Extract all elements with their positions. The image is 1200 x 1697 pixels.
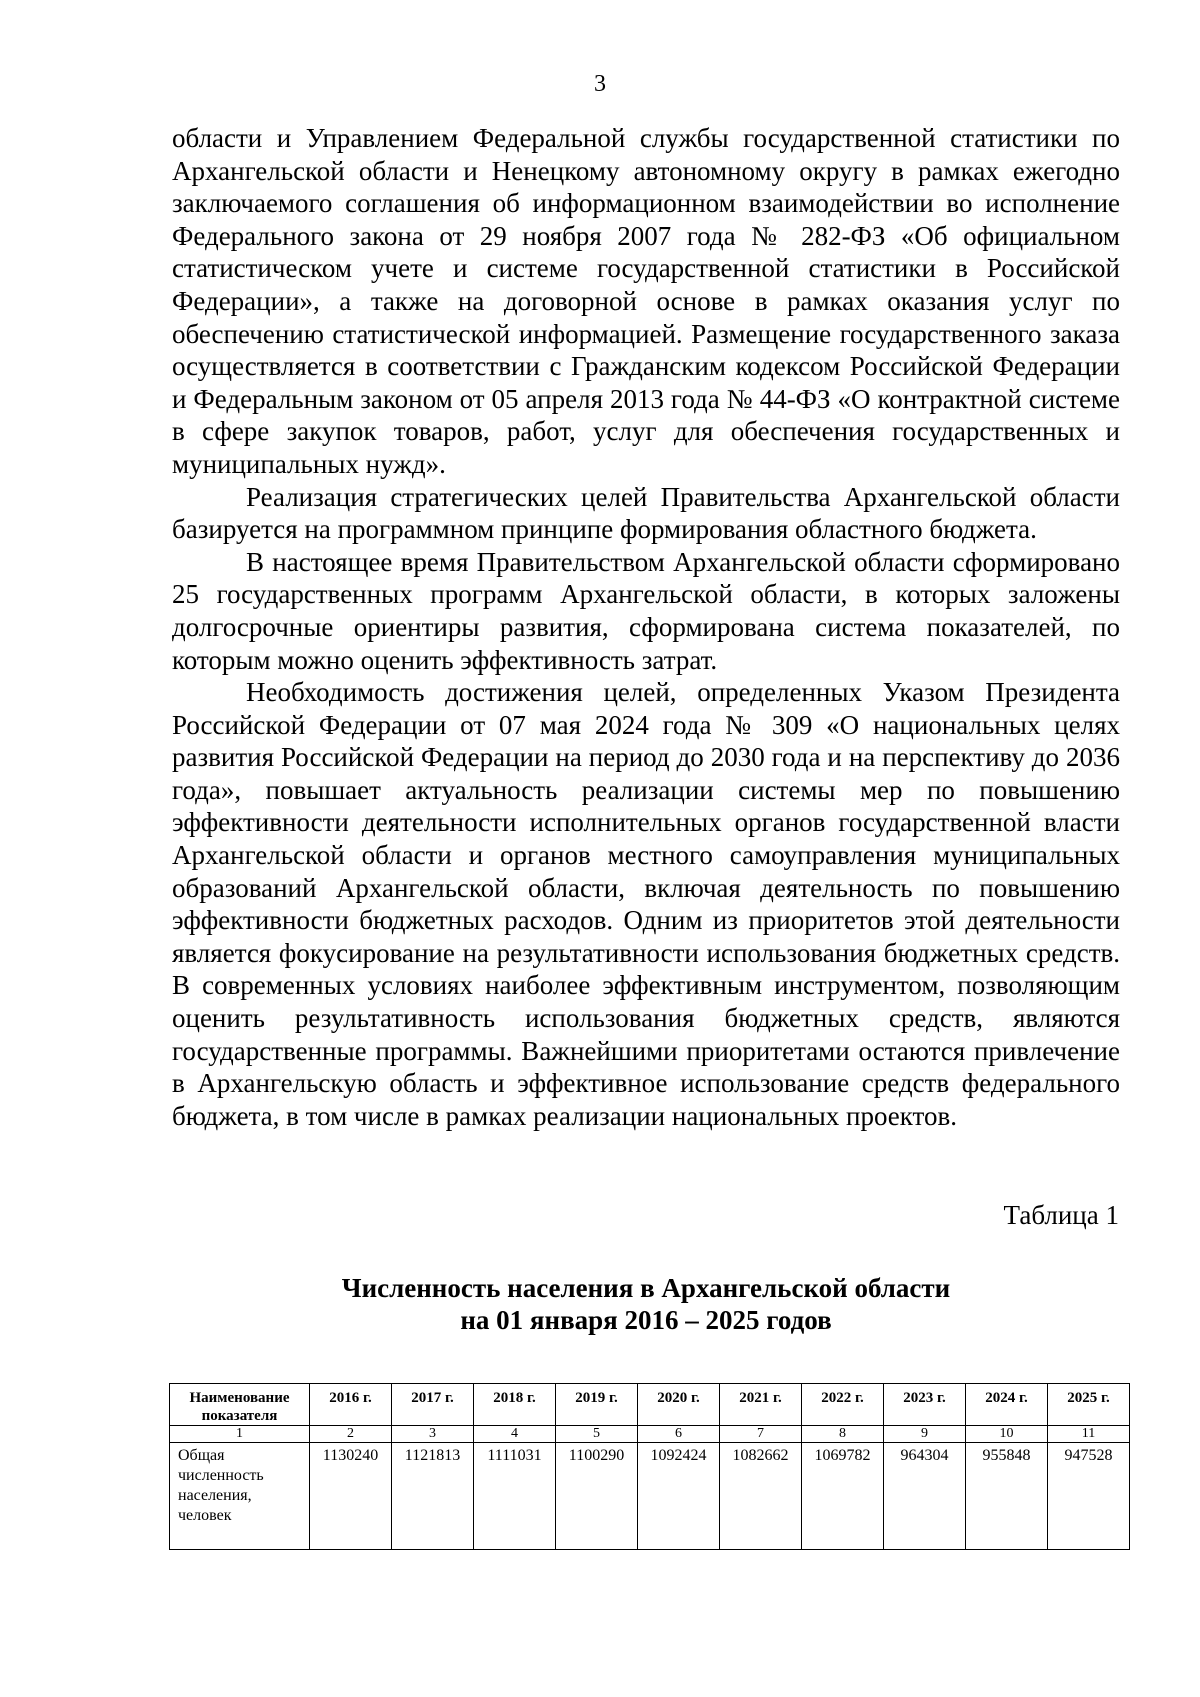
header-year-2016: 2016 г. <box>310 1384 392 1426</box>
value-cell-2018: 1111031 <box>474 1443 556 1550</box>
paragraph-1: области и Управлением Федеральной службы государственной статистики по Архангельской области и Ненецкому автономному округу в рамках ежегодно заключаемого соглашения об информационном взаимодействии во исполнение Федерального закона от 29 ноября 2007 года № 282-ФЗ «Об официальном статистическом учете и системе государственной статистики в Российской Федерации», а также на договорной основе в рамках оказания услуг по обеспечению статистической информацией. Размещение государственного заказа осуществляется в соответствии с Гражданским кодексом Российской Федерации и Федеральным законом от 05 апреля 2013 года № 44-ФЗ «О контрактной системе в сфере закупок товаров, работ, услуг для обеспечения государственных и муниципальных нужд». <box>172 123 1120 479</box>
table-row <box>170 1443 1130 1550</box>
table-title-line-2: на 01 января 2016 – 2025 годов <box>460 1305 832 1335</box>
column-number: 11 <box>1048 1426 1130 1443</box>
value-cell-2020: 1092424 <box>638 1443 720 1550</box>
header-year-2023: 2023 г. <box>884 1384 966 1426</box>
value-cell-2016: 1130240 <box>310 1443 392 1550</box>
header-year-2021: 2021 г. <box>720 1384 802 1426</box>
page-number: 3 <box>594 71 606 97</box>
column-number: 1 <box>170 1426 310 1443</box>
column-number: 3 <box>392 1426 474 1443</box>
body-text <box>172 122 1120 1132</box>
column-number: 4 <box>474 1426 556 1443</box>
header-year-2018: 2018 г. <box>474 1384 556 1426</box>
paragraph-3: В настоящее время Правительством Архангельской области сформировано 25 государственных программ Архангельской области, в которых заложены долгосрочные ориентиры развития, сформирована система показателей, по которым можно оценить эффективность затрат. <box>172 546 1120 675</box>
column-number: 6 <box>638 1426 720 1443</box>
header-indicator-name: Наименование показателя <box>170 1384 310 1426</box>
header-year-2025: 2025 г. <box>1048 1384 1130 1426</box>
value-cell-2017: 1121813 <box>392 1443 474 1550</box>
header-year-2024: 2024 г. <box>966 1384 1048 1426</box>
value-cell-2023: 964304 <box>884 1443 966 1550</box>
value-cell-2021: 1082662 <box>720 1443 802 1550</box>
table-header-row <box>170 1384 1130 1426</box>
header-year-2020: 2020 г. <box>638 1384 720 1426</box>
header-year-2019: 2019 г. <box>556 1384 638 1426</box>
population-table <box>169 1383 1130 1550</box>
value-cell-2024: 955848 <box>966 1443 1048 1550</box>
column-number: 8 <box>802 1426 884 1443</box>
value-cell-2022: 1069782 <box>802 1443 884 1550</box>
table-title-line-1: Численность населения в Архангельской области <box>341 1273 951 1303</box>
table-title <box>172 1272 1120 1336</box>
column-number: 2 <box>310 1426 392 1443</box>
column-number-row <box>170 1426 1130 1443</box>
table-label: Таблица 1 <box>1003 1200 1119 1230</box>
value-cell-2025: 947528 <box>1048 1443 1130 1550</box>
value-cell-2019: 1100290 <box>556 1443 638 1550</box>
header-year-2017: 2017 г. <box>392 1384 474 1426</box>
column-number: 10 <box>966 1426 1048 1443</box>
paragraph-2: Реализация стратегических целей Правительства Архангельской области базируется на программном принципе формирования областного бюджета. <box>172 481 1120 545</box>
column-number: 9 <box>884 1426 966 1443</box>
column-number: 7 <box>720 1426 802 1443</box>
indicator-name-cell: Общая численность населения, человек <box>170 1443 310 1550</box>
header-year-2022: 2022 г. <box>802 1384 884 1426</box>
column-number: 5 <box>556 1426 638 1443</box>
paragraph-4: Необходимость достижения целей, определенных Указом Президента Российской Федерации от 07 мая 2024 года № 309 «О национальных целях развития Российской Федерации на период до 2030 года и на перспективу до 2036 года», повышает актуальность реализации системы мер по повышению эффективности деятельности исполнительных органов государственной власти Архангельской области и органов местного самоуправления муниципальных образований Архангельской области, включая деятельность по повышению эффективности бюджетных расходов. Одним из приоритетов этой деятельности является фокусирование на результативности использования бюджетных средств. В современных условиях наиболее эффективным инструментом, позволяющим оценить результативность использования бюджетных средств, являются государственные программы. Важнейшими приоритетами остаются привлечение в Архангельскую область и эффективное использование средств федерального бюджета, в том числе в рамках реализации национальных проектов. <box>172 677 1120 1131</box>
